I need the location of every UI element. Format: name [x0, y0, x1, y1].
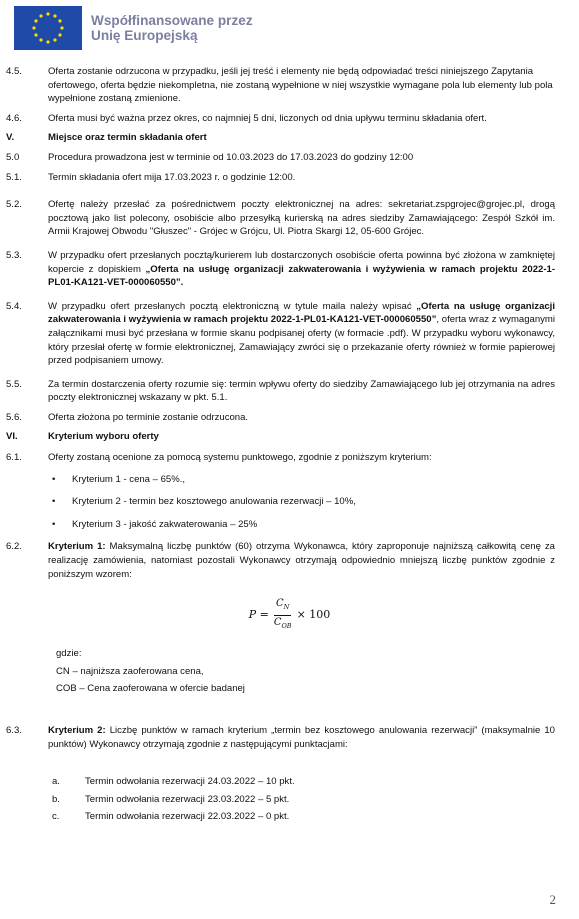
section-number: 6.3.	[6, 725, 22, 736]
section-text: Procedura prowadzona jest w terminie od 10.03.2023 do 17.03.2023 do godziny 12:00	[48, 151, 414, 163]
points-list	[0, 775, 579, 824]
legend-cob: COB – Cena zaoferowana w ofercie badanej	[56, 683, 245, 695]
heading-number: VI.	[6, 431, 18, 443]
section-number: 5.3.	[6, 249, 22, 261]
section-6-1	[0, 451, 579, 465]
section-6-3	[0, 724, 579, 751]
list-item	[52, 495, 552, 509]
section-4-5	[0, 65, 579, 106]
heading-number: V.	[6, 132, 15, 144]
legend-cn: CN – najniższa zaoferowana cena,	[56, 665, 204, 677]
section-text-bold: Kryterium 2:	[48, 725, 106, 736]
heading-text: Kryterium wyboru oferty	[48, 431, 159, 443]
bullet-icon: •	[52, 496, 56, 508]
heading-text: Miejsce oraz termin składania ofert	[48, 132, 207, 144]
page-number: 2	[549, 892, 556, 907]
section-text: Oferta musi być ważna przez okres, co najmniej 5 dni, liczonych od dnia upływu terminu składania ofert.	[48, 112, 487, 124]
section-5-2	[0, 198, 579, 239]
bullet-icon: •	[52, 473, 56, 485]
heading-v	[0, 131, 579, 145]
formula-numerator: C	[276, 598, 284, 610]
list-item	[52, 775, 579, 789]
section-text: Termin składania ofert mija 17.03.2023 r. o godzinie 12:00.	[48, 171, 296, 183]
formula-legend	[56, 647, 579, 696]
section-text-plain: , oferta wraz z wymaganymi załącznikami musi być przesłana w formie skanu podpisanej oferty (w formacie .pdf). W przypadku wyboru wykonawcy, który przesłał ofertę w formie elektronicznej, Zamawiający zwróci się o przekazanie oferty również w formie papierowej przed podpisaniem umowy.	[48, 314, 556, 367]
header-line-1: Współfinansowane przez	[91, 12, 253, 28]
section-5-5	[0, 378, 579, 405]
list-item-text: Termin odwołania rezerwacji 23.03.2022 – 5 pkt.	[85, 793, 290, 805]
bullet-icon: •	[52, 518, 56, 530]
section-text-bold: „Oferta na usługę organizacji zakwaterowania i wyżywienia w ramach projektu 2022-1-PL01-KA121-VET-000060550”.	[48, 263, 555, 289]
section-text-plain: W przypadku ofert przesłanych pocztą elektroniczną w tytule maila należy wpisać	[48, 300, 417, 312]
formula-denominator: C	[273, 616, 282, 628]
section-5-0	[0, 151, 579, 165]
section-5-1	[0, 171, 579, 185]
section-5-3	[0, 249, 579, 290]
section-number: 5.4.	[6, 300, 22, 312]
eu-flag-icon	[14, 6, 82, 50]
formula-numerator-sub: N	[283, 603, 290, 612]
legend-intro: gdzie:	[56, 648, 82, 660]
section-4-6	[0, 112, 579, 126]
section-6-2	[0, 540, 579, 581]
section-number: 4.6.	[6, 112, 22, 124]
section-text-bold: Kryterium 1:	[48, 541, 106, 553]
section-text: Ofertę należy przesłać za pośrednictwem poczty elektronicznej na adres: sekretariat.zspgrojec@grojec.pl, drogą pocztową jako list polecony, osobiście albo przesyłką kurierską na adres siedziby Zamawiającego: Zespół Szkół im. Armii Krajowej Obwodu "Głuszec" - Grójec w Grójcu, Ul. Piotra Skargi 12, 05-600 Grójec.	[48, 199, 555, 238]
section-text-plain: Maksymalną liczbę punktów (60) otrzyma Wykonawca, który zaproponuje najniższą całkowitą cenę za realizację zamówienia, natomiast pozostali Wykonawcy otrzymają odpowiednio mniejszą liczbę punktów zgodnie z poniższym wzorem:	[48, 541, 555, 580]
formula-fraction	[274, 597, 292, 633]
list-item	[52, 793, 579, 807]
formula-denominator-sub: OB	[281, 621, 292, 630]
list-item-text: Kryterium 3 - jakość zakwaterowania – 25%	[72, 518, 258, 530]
list-item-label: a.	[52, 776, 60, 788]
section-text	[48, 300, 555, 368]
section-text	[48, 540, 555, 581]
score-formula	[0, 597, 579, 633]
section-number: 5.1.	[6, 171, 22, 183]
section-text-plain: Liczbę punktów w ramach kryterium „termin bez kosztowego anulowania rezerwacji” (maksymalnie 10 punktów) Wykonawcy otrzymają zgodnie z następującymi punktacjami:	[48, 725, 555, 750]
formula-rhs: × 100	[296, 608, 331, 622]
section-number: 5.5.	[6, 378, 22, 390]
list-item	[52, 810, 579, 824]
list-item-text: Termin odwołania rezerwacji 24.03.2022 – 10 pkt.	[85, 776, 295, 788]
section-number: 5.2.	[6, 199, 22, 211]
list-item-label: c.	[52, 811, 60, 823]
section-text-plain: W przypadku ofert przesłanych pocztą/kurierem lub dostarczonych osobiście oferta powinna być złożona w zamkniętej kopercie z dopiskiem	[48, 249, 555, 275]
section-text	[48, 724, 555, 751]
section-text: Oferty zostaną ocenione za pomocą systemu punktowego, zgodnie z poniższym kryterium:	[48, 452, 432, 464]
section-number: 5.6.	[6, 411, 22, 423]
section-text: Oferta złożona po terminie zostanie odrzucona.	[48, 411, 249, 423]
heading-vi	[0, 430, 579, 444]
list-item-text: Kryterium 2 - termin bez kosztowego anulowania rezerwacji – 10%,	[72, 496, 356, 508]
section-text-bold: „Oferta na usługę organizacji zakwaterowania i wyżywienia w ramach projektu 2022-1-PL01-KA121-VET-000060550”	[48, 300, 555, 326]
section-text: Oferta zostanie odrzucona w przypadku, jeśli jej treść i elementy nie będą odpowiadać treści niniejszego Zapytania ofertowego, oferta będzie niekompletna, nie zostaną wypełnione w niej wszystkie wymagane pola lub elementy lub pola wypełnione zostaną zmienione.	[48, 66, 553, 105]
list-item	[52, 518, 552, 532]
section-5-4	[0, 300, 579, 368]
section-text	[48, 249, 555, 290]
formula-lhs: P =	[248, 608, 269, 622]
eu-cofunding-header	[14, 6, 253, 50]
section-number: 6.2.	[6, 541, 22, 553]
list-item-text: Termin odwołania rezerwacji 22.03.2022 – 0 pkt.	[85, 811, 290, 823]
list-item	[52, 473, 552, 487]
section-number: 6.1.	[6, 452, 22, 464]
list-item-text: Kryterium 1 - cena – 65%.,	[72, 473, 186, 485]
section-number: 4.5.	[6, 66, 22, 77]
list-item-label: b.	[52, 793, 60, 805]
document-body	[0, 62, 579, 824]
section-5-6	[0, 411, 579, 425]
section-text: Za termin dostarczenia oferty rozumie się: termin wpływu oferty do siedziby Zamawiającego lub jej otrzymania na adres poczty elektronicznej wskazany w pkt. 5.1.	[48, 378, 555, 404]
header-line-2: Unię Europejską	[91, 28, 198, 43]
section-number: 5.0	[6, 151, 20, 163]
